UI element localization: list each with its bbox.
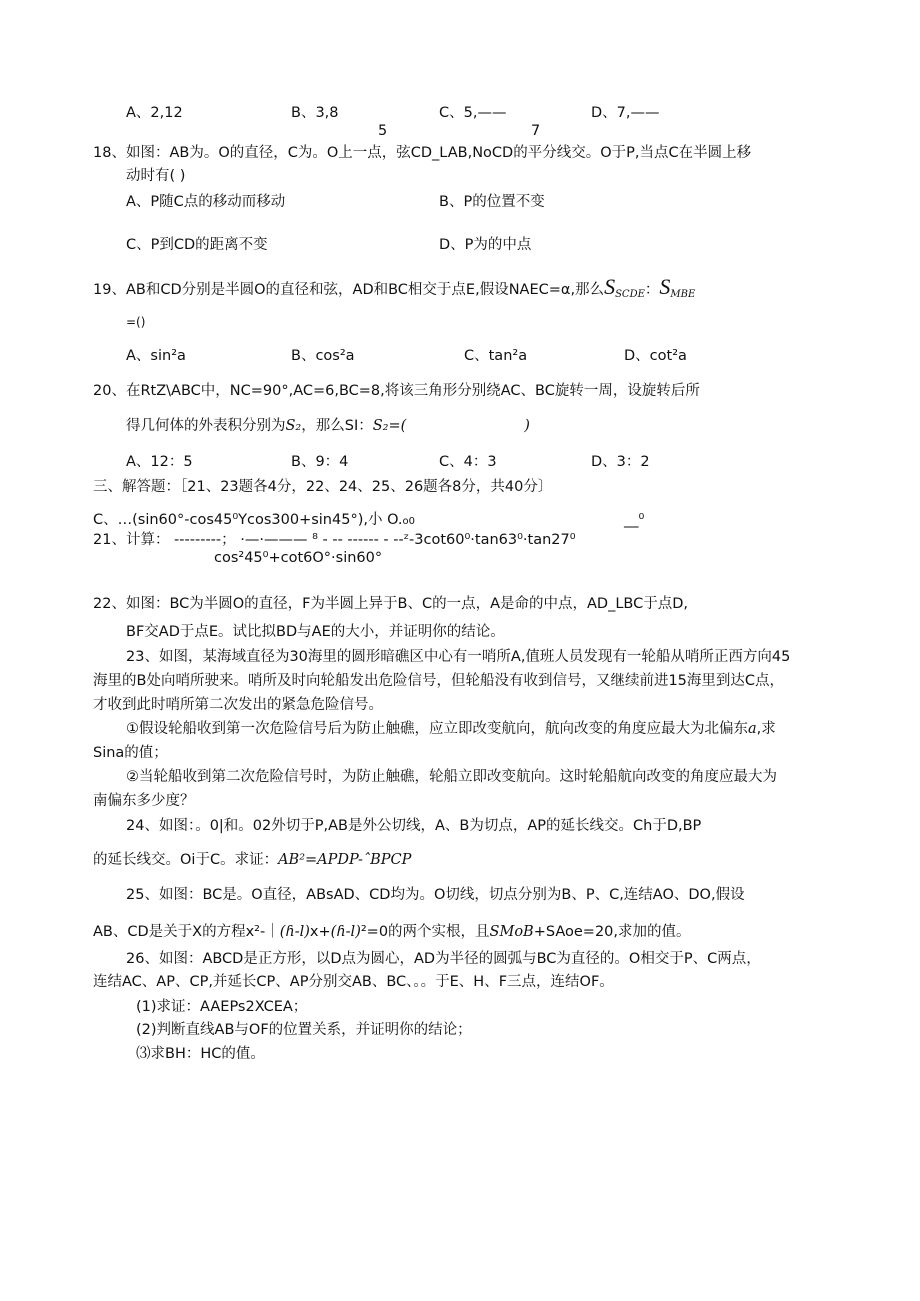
q21-stem: 21、计算： ---------； ·—·——— ⁸ - -- ------ - --ᶻ-3cot60⁰·tan63⁰·tan27⁰: [93, 532, 576, 548]
q18-option-b: B、P的位置不变: [439, 194, 545, 210]
q23-line1: 23、如图，某海域直径为30海里的圆形暗礁区中心有一哨所A,值班人员发现有一轮船从哨所正西方向45: [126, 649, 791, 665]
q25-line1: 25、如图：BC是。O直径，ABsAD、CD均为。O切线，切点分别为B、P、C,连结AO、DO,假设: [126, 887, 745, 903]
q20-option-c: C、4：3: [439, 454, 497, 470]
q17-option-c-denominator: 5: [378, 123, 388, 139]
q23-line5: Sina的值；: [93, 745, 168, 761]
q24-line2: 的延长线交。Oi于C。求证：AB²=APDP-ˆBPCP: [93, 852, 412, 868]
q26-part1: (1)求证：AAEPs2XCEA；: [136, 999, 308, 1015]
q23-line4: ①假设轮船收到第一次危险信号后为防止触礁，应立即改变航向，航向改变的角度应最大为北偏东a,求: [126, 721, 776, 737]
q18-stem-line1: 18、如图：AB为。O的直径，C为。O上一点，弦CD_LAB,NoCD的平分线交。O于P,当点C在半圆上移: [93, 145, 752, 161]
q21-denominator: cos²45⁰+cot6O°·sin60°: [214, 550, 383, 566]
q23-line3: 才收到此时哨所第二次发出的紧急危险信号。: [93, 697, 383, 713]
section-3-heading: 三、解答题：［21、23题各4分，22、24、25、26题各8分，共40分〕: [93, 479, 553, 495]
q19-option-d: D、cot²a: [624, 348, 687, 364]
q24-line1: 24、如图：。0|和。02外切于P,AB是外公切线，A、B为切点，AP的延长线交。Ch于D,BP: [126, 818, 702, 834]
q18-stem-line2: 动时有( ): [126, 168, 186, 184]
q19-option-b: B、cos²a: [291, 348, 355, 364]
q23-line7: 南偏东多少度？: [93, 793, 195, 809]
q17-option-a: A、2,12: [126, 105, 183, 121]
q20-option-b: B、9：4: [291, 454, 349, 470]
q19-equals: =(): [126, 315, 146, 329]
q17-option-c: C、5,——: [439, 105, 507, 121]
q17-option-d: D、7,——: [591, 105, 660, 121]
q23-line2: 海里的B处向哨所驶来。哨所及时向轮船发出危险信号，但轮船没有收到信号，又继续前进15海里到达C点，: [93, 673, 785, 689]
q26-part2: (2)判断直线AB与OF的位置关系，并证明你的结论；: [136, 1022, 472, 1038]
q20-stem-line1: 20、在RtZ\ABC中，NC=90°,AC=6,BC=8,将该三角形分别绕AC、BC旋转一周，设旋转后所: [93, 383, 700, 399]
q21-mark: __⁰: [624, 512, 645, 528]
q17-option-d-denominator: 7: [531, 123, 541, 139]
q26-part3: ⑶求BH：HC的值。: [136, 1046, 265, 1062]
q22-line2: BF交AD于点E。试比拟BD与AE的大小，并证明你的结论。: [126, 624, 505, 640]
q19-stem: 19、AB和CD分别是半圆O的直径和弦，AD和BC相交于点E,假设NAEC=α,那么$S_{SCDE}$：$S_{MBE}$: [93, 274, 696, 300]
q26-line1: 26、如图：ABCD是正方形，以D点为圆心，AD为半径的圆弧与BC为直径的。O相交于P、C两点，: [126, 951, 761, 967]
q26-line2: 连结AC、AP、CP,并延长CP、AP分别交AB、BC、。。于E、H、F三点，连结OF。: [93, 974, 614, 990]
q20-stem-line2: 得几何体的外表积分别为S₂，那么SI：S₂=( ): [126, 418, 530, 434]
q20-option-d: D、3：2: [591, 454, 650, 470]
q18-option-a: A、P随C点的移动而移动: [126, 194, 286, 210]
q18-option-d: D、P为的中点: [439, 237, 532, 253]
q20-option-a: A、12：5: [126, 454, 193, 470]
q23-line6: ②当轮船收到第二次危险信号时，为防止触礁，轮船立即改变航向。这时轮船航向改变的角度应最大为: [126, 769, 777, 785]
q19-option-a: A、sin²a: [126, 348, 186, 364]
q22-line1: 22、如图：BC为半圆O的直径，F为半圆上异于B、C的一点，A是命的中点，AD_LBC于点D,: [93, 596, 689, 612]
q17-option-b: B、3,8: [291, 105, 339, 121]
q18-option-c: C、P到CD的距离不变: [126, 237, 268, 253]
q19-option-c: C、tan²a: [464, 348, 528, 364]
q25-line2: AB、CD是关于X的方程x²-｜(ɦ-l)x+(ɦ-l)²=0的两个实根，且SMoB+SAoe=20,求加的值。: [93, 924, 691, 940]
q21-numerator-line: C、…(sin60°-cos45⁰Ycos300+sin45°),小 O.o0: [93, 512, 415, 528]
